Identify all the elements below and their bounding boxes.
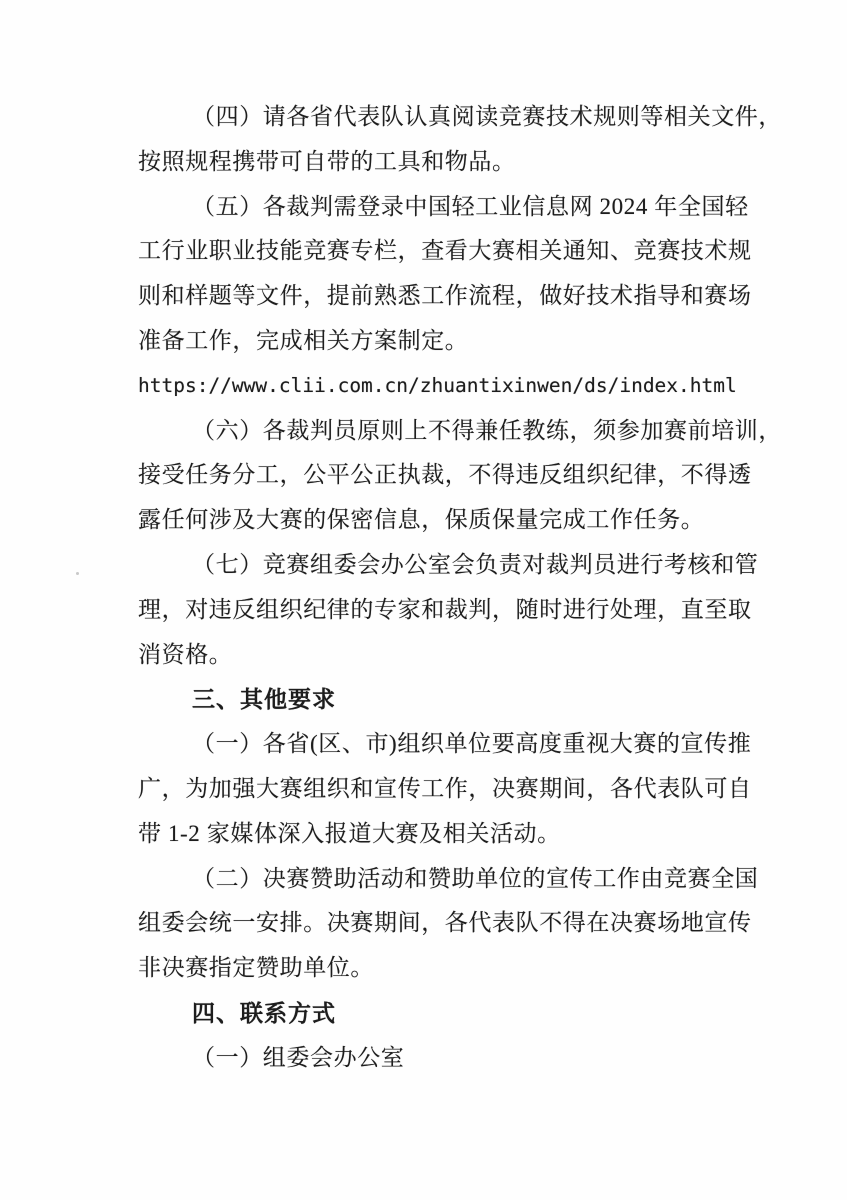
text-line: （二）决赛赞助活动和赞助单位的宣传工作由竞赛全国: [192, 865, 759, 891]
text-line: 准备工作，完成相关方案制定。: [138, 327, 469, 353]
text-line: （一）各省(区、市)组织单位要高度重视大赛的宣传推: [192, 731, 752, 757]
url-text-line: https://www.clii.com.cn/zhuantixinwen/ds/index.html: [138, 373, 737, 397]
text-line: 广，为加强大赛组织和宣传工作，决赛期间，各代表队可自: [138, 775, 752, 801]
text-line: （一）组委会办公室: [192, 1044, 405, 1070]
text-line: 带 1-2 家媒体深入报道大赛及相关活动。: [138, 820, 561, 846]
text-line: （七）竞赛组委会办公室会负责对裁判员进行考核和管: [192, 551, 759, 577]
text-line: 接受任务分工，公平公正执裁，不得违反组织纪律，不得透: [138, 462, 752, 488]
text-line: 组委会统一安排。决赛期间，各代表队不得在决赛场地宣传: [138, 910, 752, 936]
text-line: （六）各裁判员原则上不得兼任教练，须参加赛前培训，: [192, 417, 782, 443]
document-text-block: [138, 95, 782, 1081]
text-line: （五）各裁判需登录中国轻工业信息网 2024 年全国轻: [192, 193, 749, 219]
section-heading: 四、联系方式: [192, 999, 336, 1026]
section-heading: 三、其他要求: [192, 686, 336, 713]
text-line: 理，对违反组织纪律的专家和裁判，随时进行处理，直至取: [138, 596, 752, 622]
text-line: 工行业职业技能竞赛专栏，查看大赛相关通知、竞赛技术规: [138, 238, 752, 264]
text-line: 则和样题等文件，提前熟悉工作流程，做好技术指导和赛场: [138, 283, 752, 309]
text-line: 消资格。: [138, 641, 233, 667]
text-line: （四）请各省代表队认真阅读竞赛技术规则等相关文件，: [192, 104, 782, 129]
text-line: 露任何涉及大赛的保密信息，保质保量完成工作任务。: [138, 507, 705, 533]
scan-artifact-dot: [76, 572, 79, 575]
text-line: 按照规程携带可自带的工具和物品。: [138, 148, 516, 174]
text-line: 非决赛指定赞助单位。: [138, 955, 374, 981]
